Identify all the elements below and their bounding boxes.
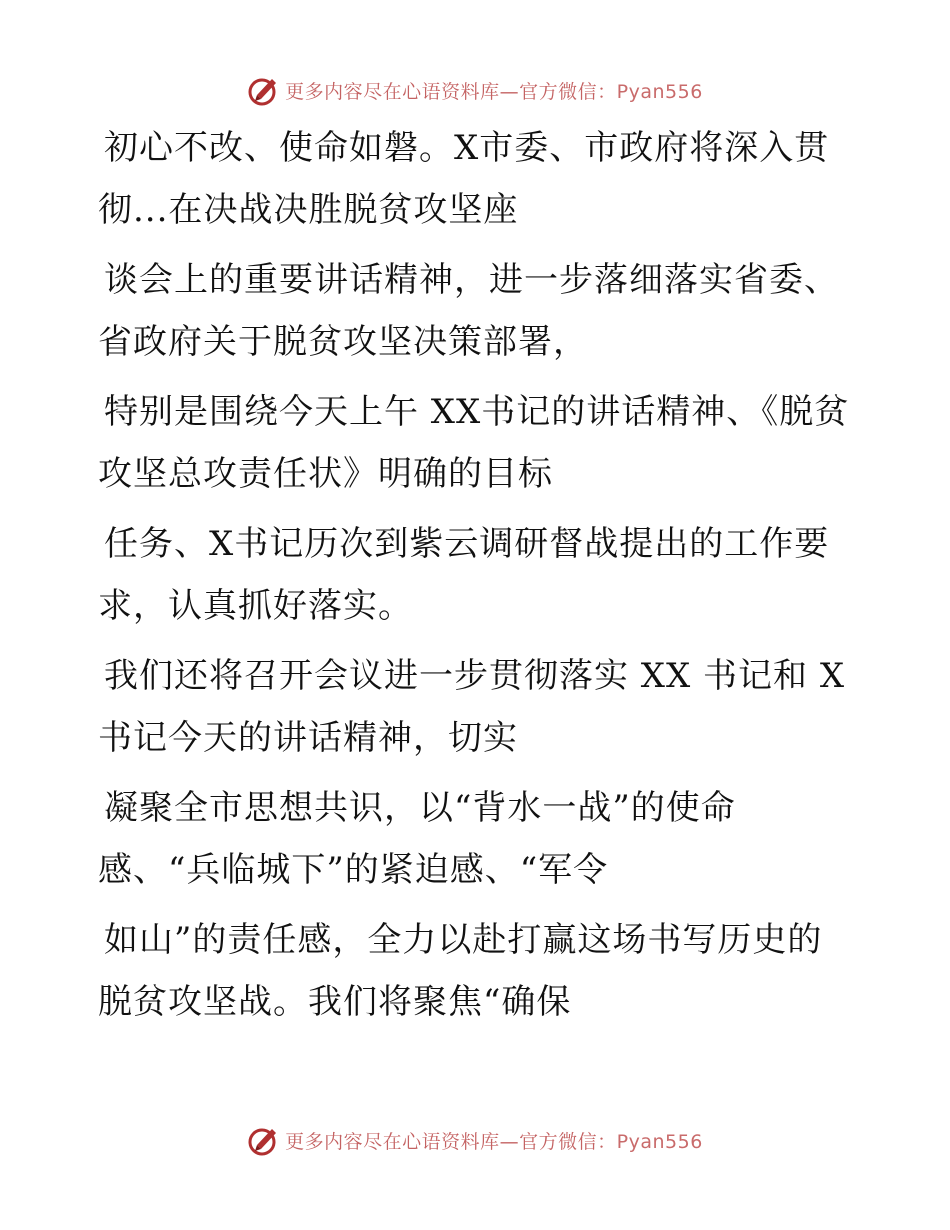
banner-text: 更多内容尽在心语资料库—官方微信：Pyan556 [285,1130,703,1153]
paragraph-line: 省政府关于脱贫攻坚决策部署， [98,322,588,362]
paragraph-line: 谈会上的重要讲话精神，进一步落细落实省委、 [104,260,839,300]
header-banner [0,70,950,110]
paragraph-line: 初心不改、使命如磐。X市委、市政府将深入贯 [104,128,830,168]
paragraph-line: 彻...在决战决胜脱贫攻坚座 [98,190,519,230]
paragraph-line: 我们还将召开会议进一步贯彻落实 XX 书记和 X [104,656,846,696]
paragraph-line: 书记今天的讲话精神，切实 [98,718,518,758]
paragraph-line: 特别是围绕今天上午 XX书记的讲话精神、《脱贫 [104,392,850,432]
banner-text: 更多内容尽在心语资料库—官方微信：Pyan556 [285,80,703,103]
paragraph-line: 攻坚总攻责任状》明确的目标 [98,454,553,494]
footer-banner [0,1120,950,1160]
paragraph-line: 感、“兵临城下”的紧迫感、“军令 [98,850,609,890]
pen-logo-icon [247,1123,281,1157]
pen-logo-icon [247,73,281,107]
paragraph-line: 如山”的责任感，全力以赴打赢这场书写历史的 [104,920,823,960]
paragraph-line: 求，认真抓好落实。 [98,586,413,626]
paragraph-line: 脱贫攻坚战。我们将聚焦“确保 [98,982,572,1022]
paragraph-line: 任务、X书记历次到紫云调研督战提出的工作要 [104,524,830,564]
paragraph-line: 凝聚全市思想共识，以“背水一战”的使命 [104,788,736,828]
